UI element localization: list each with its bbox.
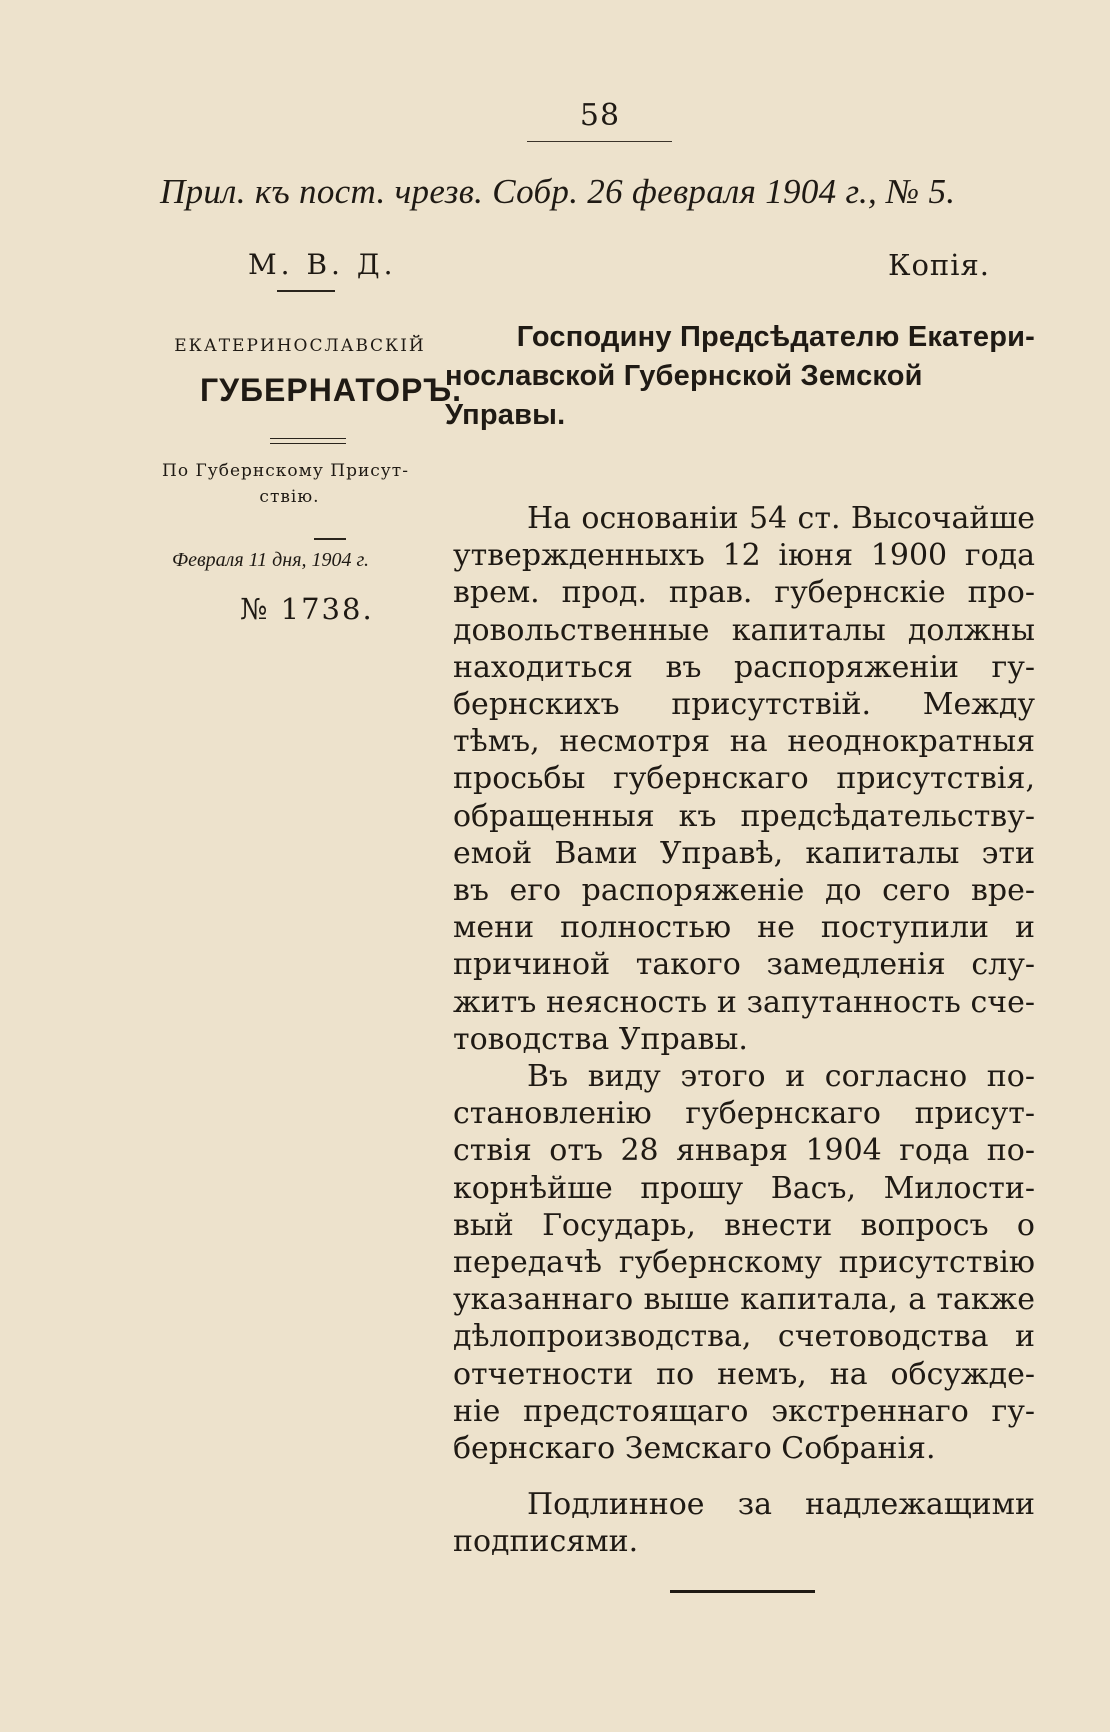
body-line: въ его распоряженіе до сего вре-	[453, 873, 1035, 909]
attachment-line: Прил. къ пост. чрезв. Собр. 26 февраля 1904 г., № 5.	[160, 172, 956, 211]
outgoing-number: № 1738.	[240, 592, 374, 626]
sender-office: ЕКАТЕРИНОСЛАВСКІЙ	[174, 336, 426, 356]
body-line: корнѣйше прошу Васъ, Милости-	[453, 1170, 1035, 1206]
letter-body	[453, 500, 1035, 1467]
sender-title: ГУБЕРНАТОРЪ.	[200, 372, 463, 408]
body-line: ніе предстоящаго экстреннаго гу-	[453, 1393, 1035, 1429]
body-line: вый Государь, внести вопросъ о	[453, 1207, 1035, 1243]
letter-date: Февраля 11 дня, 1904 г.	[172, 549, 370, 571]
ministry-rule	[277, 290, 335, 292]
copy-label: Копія.	[888, 248, 991, 282]
addressee-line-1: Господину Предсѣдателю Екатери-	[516, 321, 1035, 353]
department-line-2: ствію.	[259, 487, 320, 507]
department-line-1: По Губернскому Присут-	[162, 461, 409, 481]
body-line: передачѣ губернскому присутствію	[453, 1245, 1035, 1281]
body-line: Въ виду этого и согласно по-	[527, 1059, 1035, 1095]
body-line: указаннаго выше капитала, а также	[453, 1282, 1035, 1318]
department-rule	[314, 538, 346, 540]
closing-line-2: подписями.	[453, 1524, 639, 1559]
sender-double-rule	[270, 438, 346, 444]
end-rule	[670, 1590, 815, 1593]
sender-department	[162, 458, 457, 510]
page-number-rule	[527, 141, 672, 142]
body-line: просьбы губернскаго присутствія,	[453, 761, 1035, 797]
body-line: врем. прод. прав. губернскіе про-	[453, 575, 1035, 611]
body-line: бернскихъ присутствій. Между	[453, 687, 1035, 723]
body-line: житъ неясность и запутанность сче-	[453, 984, 1035, 1020]
body-line: обращенныя къ предсѣдательству-	[453, 798, 1035, 834]
page-number: 58	[579, 98, 621, 133]
body-line: емой Вами Управѣ, капиталы эти	[453, 835, 1035, 871]
body-line: причиной такого замедленія слу-	[453, 947, 1035, 983]
body-line: утвержденныхъ 12 іюня 1900 года	[453, 538, 1035, 574]
body-line: отчетности по немъ, на обсужде-	[453, 1356, 1035, 1392]
body-line: дѣлопроизводства, счетоводства и	[453, 1319, 1035, 1355]
closing-line-1: Подлинное за надлежащими	[527, 1487, 1035, 1522]
body-line: товодства Управы.	[453, 1021, 748, 1057]
body-line: мени полностью не поступили и	[453, 910, 1035, 946]
body-line: бернскаго Земскаго Собранія.	[453, 1431, 936, 1467]
body-line: находиться въ распоряженіи гу-	[453, 649, 1035, 685]
body-line: довольственные капиталы должны	[453, 612, 1035, 648]
body-line: становленію губернскаго присут-	[453, 1096, 1035, 1132]
ministry-label: М. В. Д.	[248, 248, 397, 281]
body-line: ствія отъ 28 января 1904 года по-	[453, 1133, 1035, 1169]
addressee-line-2: нославской Губернской Земской Управы.	[445, 360, 923, 431]
addressee	[445, 318, 1035, 435]
body-line: На основаніи 54 ст. Высочайше	[527, 501, 1035, 536]
body-line: тѣмъ, несмотря на неоднократныя	[453, 724, 1035, 760]
closing-note	[453, 1486, 1035, 1560]
